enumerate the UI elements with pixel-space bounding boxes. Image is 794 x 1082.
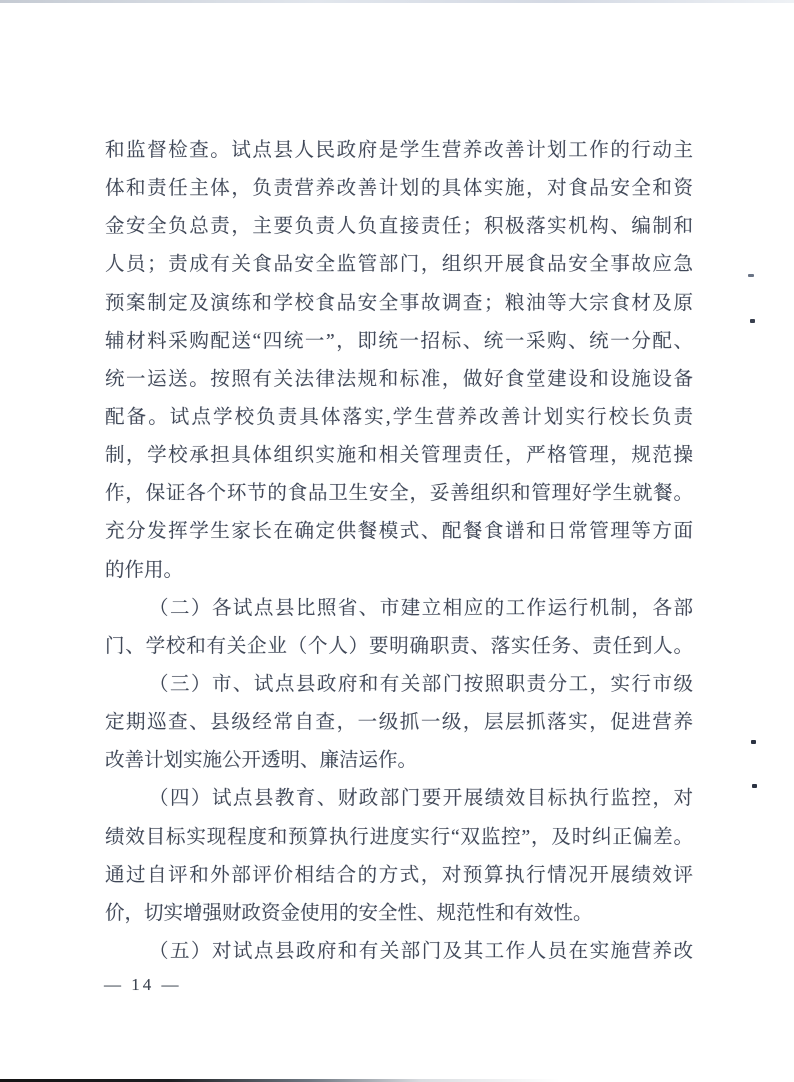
- text-line: 充分发挥学生家长在确定供餐模式、配餐食谱和日常管理等方面: [105, 521, 693, 543]
- page-number: — 14 —: [104, 975, 182, 994]
- text-line: 辅材料采购配送“四统一”，即统一招标、统一采购、统一分配、: [105, 330, 693, 352]
- text-line: 通过自评和外部评价相结合的方式，对预算执行情况开展绩效评: [105, 864, 693, 886]
- scan-artifact-dot: [750, 319, 755, 323]
- scan-artifact-dot: [751, 740, 756, 744]
- document-body: [105, 132, 693, 971]
- text-line: 制，学校承担具体组织实施和相关管理责任，严格管理，规范操: [105, 445, 693, 467]
- text-line: （四）试点县教育、财政部门要开展绩效目标执行监控，对: [149, 788, 693, 810]
- text-line: 金安全负总责，主要负责人负直接责任；积极落实机构、编制和: [105, 216, 693, 238]
- text-line: 作，保证各个环节的食品卫生安全，妥善组织和管理好学生就餐。: [105, 483, 693, 505]
- text-line: 体和责任主体，负责营养改善计划的具体实施，对食品安全和资: [105, 178, 693, 200]
- text-line: 改善计划实施公开透明、廉洁运作。: [105, 750, 418, 772]
- text-line: 绩效目标实现程度和预算执行进度实行“双监控”，及时纠正偏差。: [105, 826, 693, 848]
- scan-artifact-top-edge: [0, 0, 794, 3]
- scan-artifact-dot: [752, 784, 757, 788]
- text-line: 配备。试点学校负责具体落实,学生营养改善计划实行校长负责: [105, 406, 693, 428]
- text-line: （三）市、试点县政府和有关部门按照职责分工，实行市级: [149, 673, 693, 695]
- text-line: 和监督检查。试点县人民政府是学生营养改善计划工作的行动主: [105, 140, 693, 161]
- text-line: 预案制定及演练和学校食品安全事故调查；粮油等大宗食材及原: [105, 292, 693, 314]
- text-line: 人员；责成有关食品安全监管部门，组织开展食品安全事故应急: [105, 254, 693, 276]
- scan-artifact-dot: [748, 274, 754, 277]
- text-line: （二）各试点县比照省、市建立相应的工作运行机制，各部: [149, 597, 693, 619]
- text-line: 统一运送。按照有关法律法规和标准，做好食堂建设和设施设备: [105, 368, 693, 390]
- text-line: （五）对试点县政府和有关部门及其工作人员在实施营养改: [149, 940, 693, 962]
- text-line: 门、学校和有关企业（个人）要明确职责、落实任务、责任到人。: [105, 635, 693, 657]
- text-line: 价，切实增强财政资金使用的安全性、规范性和有效性。: [105, 902, 593, 924]
- text-line: 定期巡查、县级经常自查，一级抓一级，层层抓落实，促进营养: [105, 712, 693, 734]
- text-line: 的作用。: [105, 559, 184, 581]
